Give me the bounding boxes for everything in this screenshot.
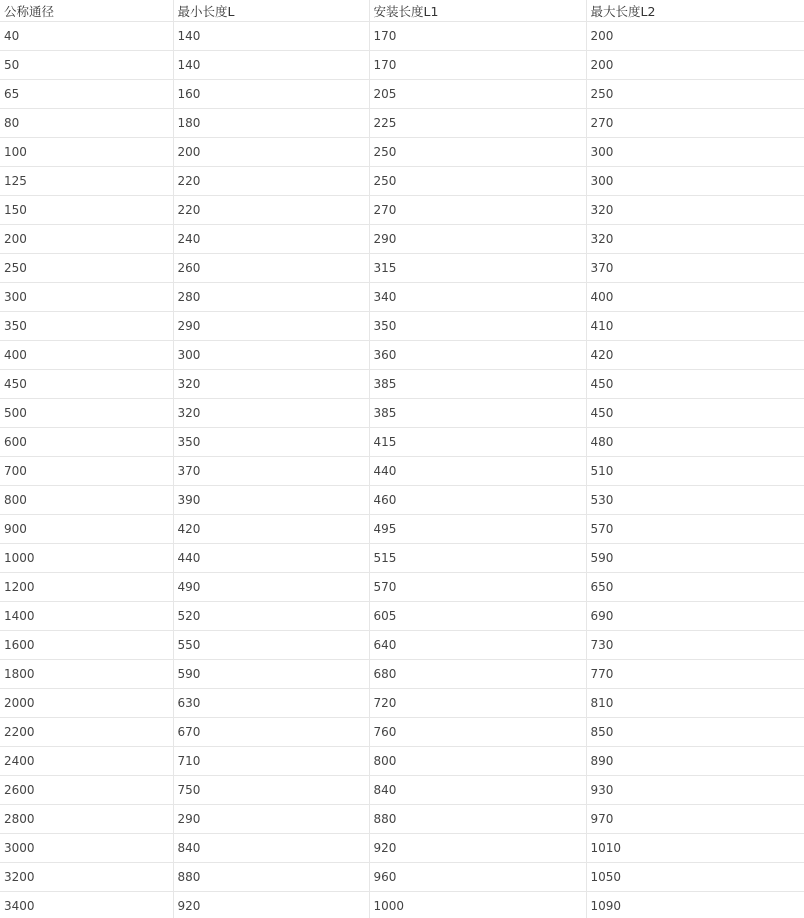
cell-nominal-diameter: 2600 bbox=[0, 776, 173, 805]
cell-install-length: 170 bbox=[369, 51, 586, 80]
cell-min-length: 630 bbox=[173, 689, 369, 718]
cell-nominal-diameter: 3400 bbox=[0, 892, 173, 918]
cell-min-length: 320 bbox=[173, 370, 369, 399]
cell-min-length: 440 bbox=[173, 544, 369, 573]
cell-nominal-diameter: 2200 bbox=[0, 718, 173, 747]
cell-max-length: 930 bbox=[586, 776, 804, 805]
table-row bbox=[0, 457, 804, 486]
cell-install-length: 460 bbox=[369, 486, 586, 515]
cell-nominal-diameter: 1400 bbox=[0, 602, 173, 631]
table-row bbox=[0, 805, 804, 834]
table-row bbox=[0, 428, 804, 457]
cell-install-length: 605 bbox=[369, 602, 586, 631]
cell-min-length: 350 bbox=[173, 428, 369, 457]
cell-min-length: 290 bbox=[173, 312, 369, 341]
cell-max-length: 320 bbox=[586, 225, 804, 254]
cell-max-length: 530 bbox=[586, 486, 804, 515]
table-row bbox=[0, 776, 804, 805]
cell-install-length: 800 bbox=[369, 747, 586, 776]
cell-min-length: 220 bbox=[173, 196, 369, 225]
cell-max-length: 450 bbox=[586, 399, 804, 428]
cell-install-length: 360 bbox=[369, 341, 586, 370]
table-row bbox=[0, 138, 804, 167]
cell-max-length: 850 bbox=[586, 718, 804, 747]
table-row bbox=[0, 109, 804, 138]
cell-install-length: 385 bbox=[369, 370, 586, 399]
cell-nominal-diameter: 2400 bbox=[0, 747, 173, 776]
cell-install-length: 760 bbox=[369, 718, 586, 747]
header-min-length: 最小长度L bbox=[173, 0, 369, 22]
cell-min-length: 300 bbox=[173, 341, 369, 370]
table-row bbox=[0, 399, 804, 428]
table-row bbox=[0, 283, 804, 312]
cell-install-length: 250 bbox=[369, 138, 586, 167]
cell-max-length: 590 bbox=[586, 544, 804, 573]
table-row bbox=[0, 573, 804, 602]
table-row bbox=[0, 718, 804, 747]
cell-max-length: 250 bbox=[586, 80, 804, 109]
cell-install-length: 385 bbox=[369, 399, 586, 428]
cell-nominal-diameter: 2000 bbox=[0, 689, 173, 718]
cell-nominal-diameter: 250 bbox=[0, 254, 173, 283]
cell-nominal-diameter: 100 bbox=[0, 138, 173, 167]
cell-max-length: 370 bbox=[586, 254, 804, 283]
table-row bbox=[0, 486, 804, 515]
table-row bbox=[0, 660, 804, 689]
cell-install-length: 270 bbox=[369, 196, 586, 225]
cell-nominal-diameter: 50 bbox=[0, 51, 173, 80]
cell-install-length: 1000 bbox=[369, 892, 586, 918]
cell-max-length: 420 bbox=[586, 341, 804, 370]
cell-nominal-diameter: 350 bbox=[0, 312, 173, 341]
table-body bbox=[0, 22, 804, 918]
cell-nominal-diameter: 600 bbox=[0, 428, 173, 457]
cell-min-length: 420 bbox=[173, 515, 369, 544]
cell-min-length: 160 bbox=[173, 80, 369, 109]
cell-max-length: 690 bbox=[586, 602, 804, 631]
cell-install-length: 720 bbox=[369, 689, 586, 718]
cell-min-length: 490 bbox=[173, 573, 369, 602]
cell-min-length: 750 bbox=[173, 776, 369, 805]
cell-min-length: 180 bbox=[173, 109, 369, 138]
cell-max-length: 570 bbox=[586, 515, 804, 544]
cell-min-length: 260 bbox=[173, 254, 369, 283]
cell-min-length: 370 bbox=[173, 457, 369, 486]
cell-max-length: 1090 bbox=[586, 892, 804, 918]
cell-min-length: 840 bbox=[173, 834, 369, 863]
cell-max-length: 970 bbox=[586, 805, 804, 834]
cell-nominal-diameter: 3200 bbox=[0, 863, 173, 892]
cell-max-length: 450 bbox=[586, 370, 804, 399]
cell-min-length: 920 bbox=[173, 892, 369, 918]
cell-nominal-diameter: 1600 bbox=[0, 631, 173, 660]
header-row bbox=[0, 0, 804, 22]
cell-min-length: 670 bbox=[173, 718, 369, 747]
table-row bbox=[0, 631, 804, 660]
cell-install-length: 340 bbox=[369, 283, 586, 312]
cell-nominal-diameter: 700 bbox=[0, 457, 173, 486]
cell-nominal-diameter: 65 bbox=[0, 80, 173, 109]
table-row bbox=[0, 22, 804, 51]
table-row bbox=[0, 602, 804, 631]
cell-nominal-diameter: 3000 bbox=[0, 834, 173, 863]
cell-max-length: 300 bbox=[586, 167, 804, 196]
cell-min-length: 590 bbox=[173, 660, 369, 689]
cell-max-length: 1050 bbox=[586, 863, 804, 892]
cell-install-length: 225 bbox=[369, 109, 586, 138]
cell-min-length: 140 bbox=[173, 22, 369, 51]
cell-min-length: 140 bbox=[173, 51, 369, 80]
cell-nominal-diameter: 450 bbox=[0, 370, 173, 399]
cell-install-length: 960 bbox=[369, 863, 586, 892]
cell-min-length: 220 bbox=[173, 167, 369, 196]
cell-max-length: 730 bbox=[586, 631, 804, 660]
cell-max-length: 510 bbox=[586, 457, 804, 486]
cell-max-length: 1010 bbox=[586, 834, 804, 863]
cell-min-length: 290 bbox=[173, 805, 369, 834]
table-row bbox=[0, 254, 804, 283]
table-row bbox=[0, 515, 804, 544]
cell-min-length: 390 bbox=[173, 486, 369, 515]
table-row bbox=[0, 863, 804, 892]
table-row bbox=[0, 689, 804, 718]
cell-nominal-diameter: 1800 bbox=[0, 660, 173, 689]
table-row bbox=[0, 51, 804, 80]
table-row bbox=[0, 80, 804, 109]
cell-min-length: 710 bbox=[173, 747, 369, 776]
cell-max-length: 650 bbox=[586, 573, 804, 602]
cell-nominal-diameter: 400 bbox=[0, 341, 173, 370]
cell-min-length: 880 bbox=[173, 863, 369, 892]
header-nominal-diameter: 公称通径 bbox=[0, 0, 173, 22]
cell-nominal-diameter: 40 bbox=[0, 22, 173, 51]
cell-max-length: 200 bbox=[586, 22, 804, 51]
cell-min-length: 320 bbox=[173, 399, 369, 428]
header-max-length: 最大长度L2 bbox=[586, 0, 804, 22]
table-row bbox=[0, 167, 804, 196]
cell-install-length: 920 bbox=[369, 834, 586, 863]
cell-max-length: 480 bbox=[586, 428, 804, 457]
table-row bbox=[0, 225, 804, 254]
table-row bbox=[0, 370, 804, 399]
cell-install-length: 205 bbox=[369, 80, 586, 109]
cell-max-length: 810 bbox=[586, 689, 804, 718]
cell-install-length: 515 bbox=[369, 544, 586, 573]
cell-install-length: 840 bbox=[369, 776, 586, 805]
cell-install-length: 250 bbox=[369, 167, 586, 196]
cell-nominal-diameter: 150 bbox=[0, 196, 173, 225]
table-row bbox=[0, 341, 804, 370]
table-row bbox=[0, 892, 804, 918]
cell-max-length: 770 bbox=[586, 660, 804, 689]
cell-nominal-diameter: 1200 bbox=[0, 573, 173, 602]
cell-nominal-diameter: 900 bbox=[0, 515, 173, 544]
cell-install-length: 640 bbox=[369, 631, 586, 660]
cell-install-length: 315 bbox=[369, 254, 586, 283]
header-install-length: 安装长度L1 bbox=[369, 0, 586, 22]
cell-max-length: 320 bbox=[586, 196, 804, 225]
cell-min-length: 520 bbox=[173, 602, 369, 631]
table-row bbox=[0, 312, 804, 341]
cell-min-length: 200 bbox=[173, 138, 369, 167]
cell-nominal-diameter: 1000 bbox=[0, 544, 173, 573]
table-row bbox=[0, 196, 804, 225]
cell-nominal-diameter: 125 bbox=[0, 167, 173, 196]
table-row bbox=[0, 747, 804, 776]
cell-install-length: 680 bbox=[369, 660, 586, 689]
cell-max-length: 200 bbox=[586, 51, 804, 80]
cell-install-length: 350 bbox=[369, 312, 586, 341]
cell-nominal-diameter: 800 bbox=[0, 486, 173, 515]
cell-nominal-diameter: 200 bbox=[0, 225, 173, 254]
cell-max-length: 890 bbox=[586, 747, 804, 776]
cell-nominal-diameter: 80 bbox=[0, 109, 173, 138]
cell-install-length: 170 bbox=[369, 22, 586, 51]
cell-install-length: 415 bbox=[369, 428, 586, 457]
cell-min-length: 240 bbox=[173, 225, 369, 254]
cell-min-length: 550 bbox=[173, 631, 369, 660]
cell-min-length: 280 bbox=[173, 283, 369, 312]
cell-install-length: 570 bbox=[369, 573, 586, 602]
cell-install-length: 290 bbox=[369, 225, 586, 254]
cell-max-length: 410 bbox=[586, 312, 804, 341]
cell-nominal-diameter: 2800 bbox=[0, 805, 173, 834]
table-row bbox=[0, 834, 804, 863]
table-row bbox=[0, 544, 804, 573]
cell-max-length: 400 bbox=[586, 283, 804, 312]
cell-max-length: 270 bbox=[586, 109, 804, 138]
cell-nominal-diameter: 500 bbox=[0, 399, 173, 428]
cell-max-length: 300 bbox=[586, 138, 804, 167]
cell-install-length: 440 bbox=[369, 457, 586, 486]
cell-nominal-diameter: 300 bbox=[0, 283, 173, 312]
cell-install-length: 495 bbox=[369, 515, 586, 544]
cell-install-length: 880 bbox=[369, 805, 586, 834]
